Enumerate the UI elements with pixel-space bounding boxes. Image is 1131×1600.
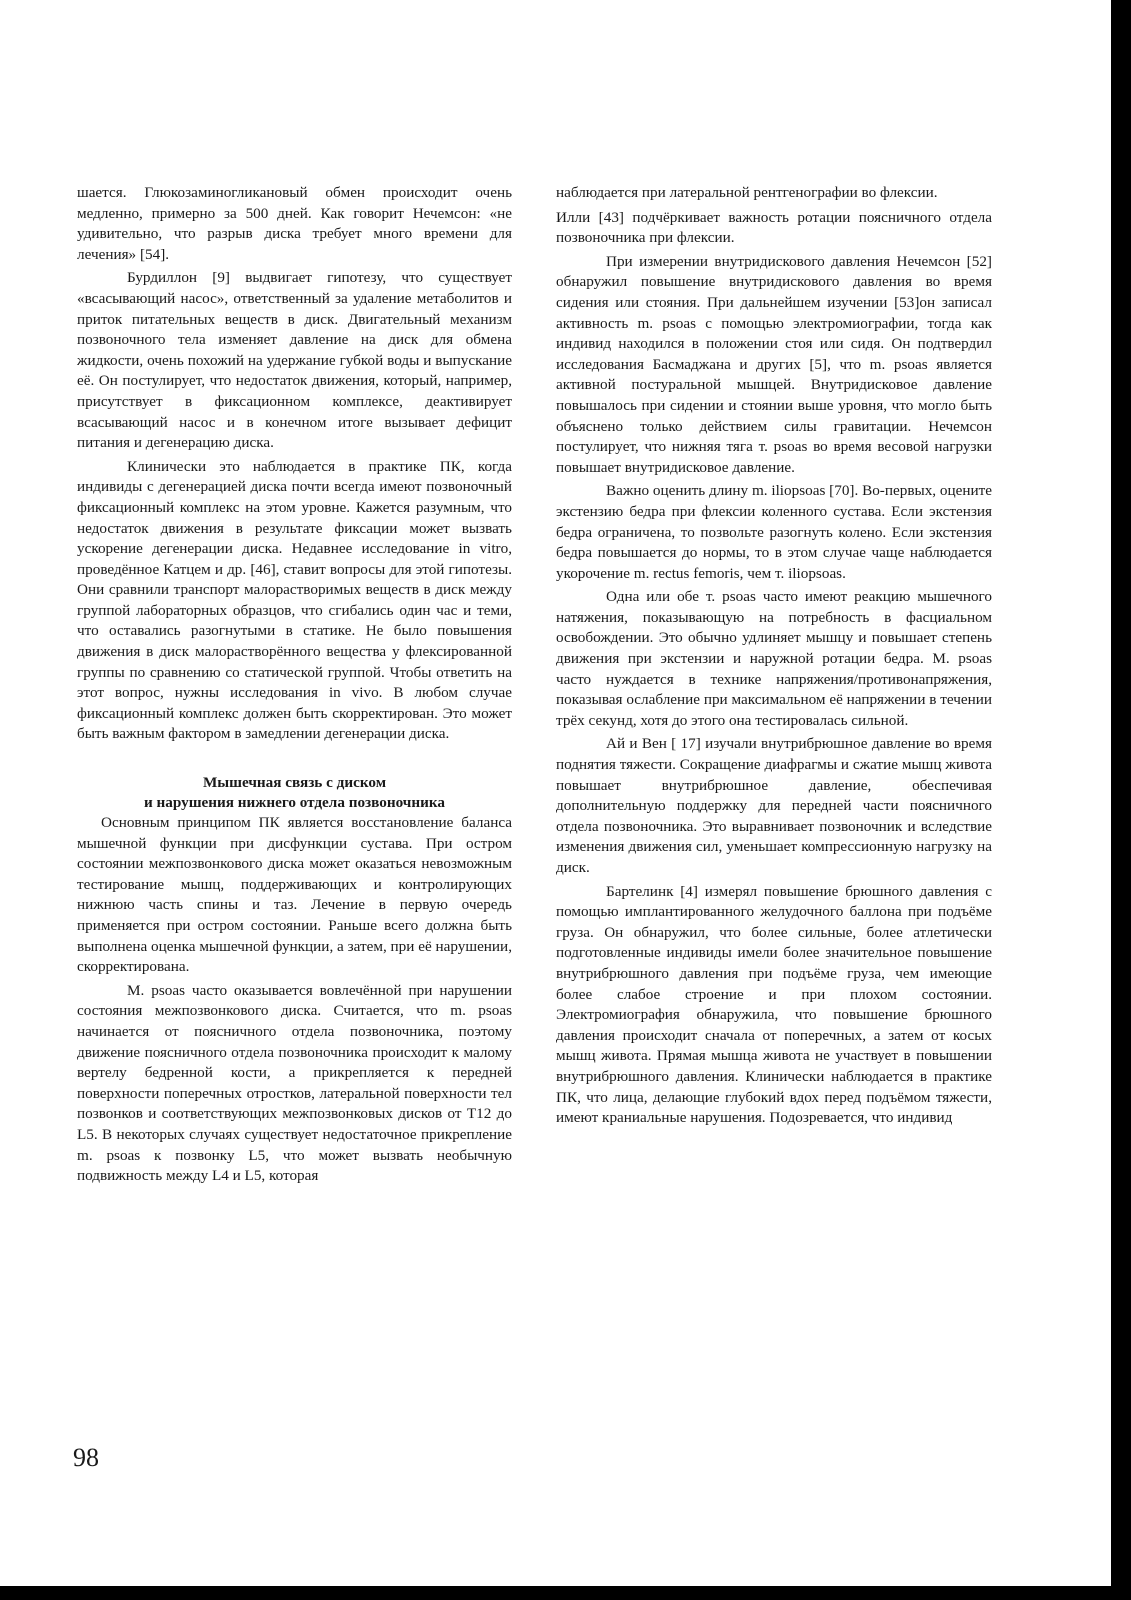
scan-edge-right (1111, 0, 1131, 1600)
paragraph: Бурдиллон [9] выдвигает гипотезу, что существует «всасывающий насос», ответственный за удаление метаболитов и приток питательных веществ в диск. Двигательный механизм позвоночного тела изменяет давление на диск для обмена жидкости, очень похожий на удержание губкой воды и выпускание её. Он постулирует, что недостаток движения, который, например, присутствует в фиксационном комплексе, деактивирует всасывающий насос и в конечном итоге вызывает дефицит питания и дегенерацию диска. (77, 269, 512, 452)
section-heading-line: и нарушения нижнего отдела позвоночника (144, 794, 445, 812)
paragraph: Илли [43] подчёркивает важность ротации поясничного отдела позвоночника при флексии. (556, 208, 992, 247)
paragraph: Одна или обе т. psoas часто имеют реакцию мышечного натяжения, показывающую на потребность в фасциальном освобождении. Это обычно удлиняет мышцу и повышает степень движения при экстензии и наружной ротации бедра. М. psoas часто нуждается в технике напряжения/противонапряжения, показывая ослабление при максимальном её напряжении в течении трёх секунд, хотя до этого она тестировалась сильной. (556, 588, 992, 729)
paragraph: При измерении внутридискового давления Нечемсон [52] обнаружил повышение внутридискового давления во время сидения или стояния. При дальнейшем изучении [53]он записал активность m. psoas с помощью электромиографии, тогда как индивид находился в положении стоя или сидя. Он подтвердил исследования Басмаджана и других [5], что m. psoas является активной постуральной мышцей. Внутридисковое давление повышалось при сидении и стоянии выше уровня, что могло быть объяснено только действием силы гравитации. Нечемсон постулирует, что нижняя тяга т. psoas во время весовой нагрузки повышает внутридисковое давление. (556, 252, 992, 476)
paragraph: Основным принципом ПК является восстановление баланса мышечной функции при дисфункции сустава. При остром состоянии межпозвонкового диска может оказаться невозможным тестирование мышц, поддерживающих и контролирующих нижнюю часть спины и таз. Лечение в первую очередь применяется при остром состоянии. Раньше всего должна быть выполнена оценка мышечной функции, а затем, при её нарушении, скорректирована. (77, 814, 512, 976)
paragraph: Клинически это наблюдается в практике ПК, когда индивиды с дегенерацией диска почти всегда имеют позвоночный фиксационный комплекс на этом уровне. Кажется разумным, что недостаток движения в результате фиксации может вызвать ускорение дегенерации диска. Недавнее исследование in vitro, проведённое Катцем и др. [46], ставит вопросы для этой гипотезы. Они сравнили транспорт малорастворимых веществ в диск между группой лабораторных образцов, что сгибались один час и теми, что оставались разогнутыми в статике. Не было повышения движения в диск малорастворённого вещества у флексированной группы по сравнению со статической группой. Чтобы ответить на этот вопрос, нужны исследования in vivo. В любом случае фиксационный комплекс должен быть скорректирован. Это может быть важным фактором в замедлении дегенерации диска. (77, 457, 512, 743)
section-heading-line: Мышечная связь с диском (202, 774, 387, 792)
right-column (556, 183, 992, 1129)
paragraph: Бартелинк [4] измерял повышение брюшного давления с помощью имплантированного желудочного баллона при подъёме груза. Он обнаружил, что более сильные, более атлетически подготовленные индивиды имели более значительное повышение внутрибрюшного давления при подъёме груза, чем имеющие более слабое строение и при плохом состоянии. Электромиография обнаружила, что повышение брюшного давления происходит сначала от поперечных, а затем от косых мышц живота. Прямая мышца живота не участвует в повышении внутрибрюшного давления. Клинически наблюдается в практике ПК, что лица, делающие глубокий вдох перед подъёмом тяжести, имеют краниальные нарушения. Подозревается, что индивид (556, 882, 992, 1127)
scan-edge-bottom (0, 1586, 1131, 1600)
left-column (77, 183, 512, 1187)
paragraph: шается. Глюкозаминогликановый обмен происходит очень медленно, примерно за 500 дней. Как говорит Нечемсон: «не удивительно, что разрыв диска требует много времени для лечения» [54]. (77, 184, 512, 263)
paragraph: Ай и Вен [ 17] изучали внутрибрюшное давление во время поднятия тяжести. Сокращение диафрагмы и сжатие мышц живота повышает внутрибрюшное давление, обеспечивая дополнительную поддержку для передней части поясничного отдела позвоночника. Это выравнивает позвоночник и вследствие изменения движения сил, уменьшает компрессионную нагрузку на диск. (556, 735, 992, 876)
paragraph: Важно оценить длину m. iliopsoas [70]. Во-первых, оцените экстензию бедра при флексии коленного сустава. Если экстензия бедра ограничена, то позвольте разогнуть колено. Если экстензия бедра повышается до нормы, то в этом случае чаще наблюдается укорочение m. rectus femoris, чем т. iliopsoas. (556, 482, 992, 582)
section-heading (77, 773, 512, 813)
paragraph: M. psoas часто оказывается вовлечённой при нарушении состояния межпозвонкового диска. Считается, что m. psoas начинается от поясничного отдела позвоночника, поэтому движение поясничного отдела позвоночника происходит к малому вертелу бедренной кости, а прикрепляется к передней поверхности поперечных отростков, латеральной поверхности тел позвонков и соответствующих межпозвонковых дисков от T12 до L5. В некоторых случаях существует недостаточное прикрепление m. psoas к позвонку L5, что может вызвать необычную подвижность между L4 и L5, которая (77, 981, 512, 1185)
paragraph: наблюдается при латеральной рентгенографии во флексии. (556, 184, 938, 201)
page-number: 98 (73, 1443, 99, 1472)
